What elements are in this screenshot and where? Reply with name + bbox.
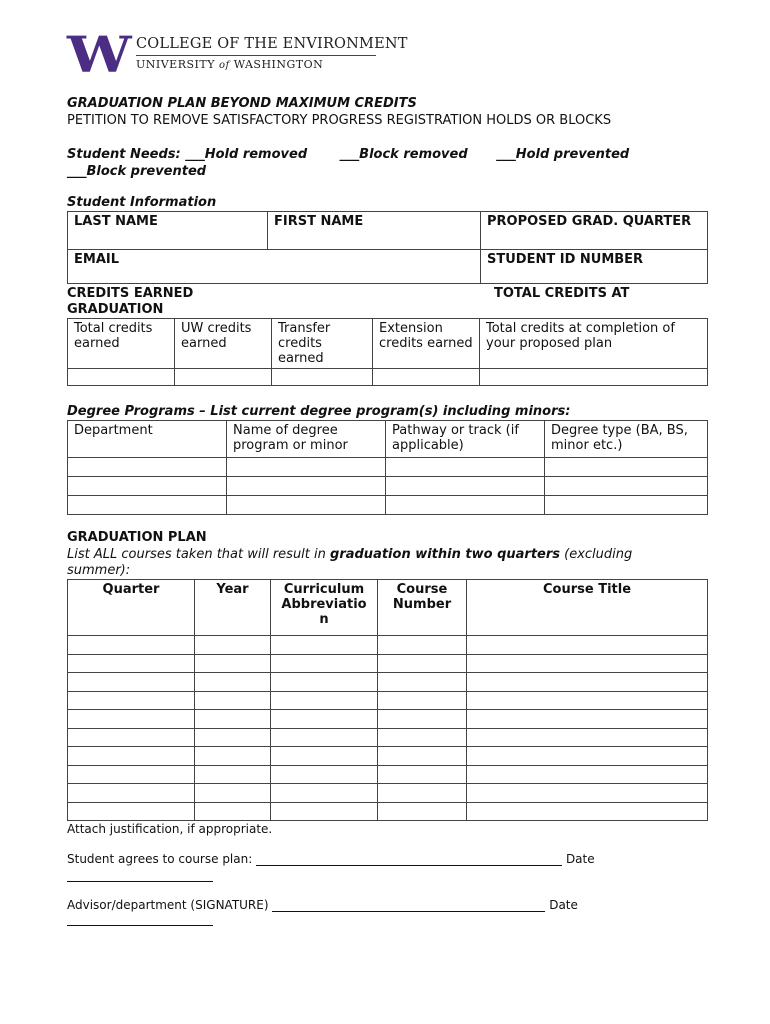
needs-hold-prevented[interactable]: ___Hold prevented: [496, 147, 630, 162]
logo-wordmark: [136, 35, 408, 71]
proposed-grad-field[interactable]: PROPOSED GRAD. QUARTER: [481, 212, 708, 250]
cell-total-credits[interactable]: [68, 369, 175, 386]
col-uw-credits: UW credits earned: [175, 319, 272, 369]
cell-extension-credits[interactable]: [373, 369, 480, 386]
total-credits-heading: TOTAL CREDITS AT: [494, 286, 630, 301]
date-label: Date: [549, 898, 578, 912]
uw-w-mark: W: [67, 25, 129, 84]
needs-block-removed[interactable]: ___Block removed: [339, 147, 468, 162]
uw-logo: [67, 25, 408, 84]
credits-earned-heading: CREDITS EARNED GRADUATION: [67, 286, 194, 317]
cell-total-completion[interactable]: [480, 369, 708, 386]
student-agrees-row: [67, 852, 595, 866]
advisor-label: Advisor/department (SIGNATURE): [67, 898, 269, 912]
col-transfer-credits: Transfer credits earned: [272, 319, 373, 369]
logo-rule: [136, 55, 376, 56]
table-row: [68, 458, 708, 477]
table-row: [68, 765, 708, 784]
student-needs: [67, 146, 629, 180]
college-name: COLLEGE OF THE ENVIRONMENT: [136, 36, 408, 52]
col-pathway: Pathway or track (if applicable): [386, 421, 545, 458]
form-subtitle: PETITION TO REMOVE SATISFACTORY PROGRESS REGISTRATION HOLDS OR BLOCKS: [67, 113, 612, 128]
col-extension-credits: Extension credits earned: [373, 319, 480, 369]
table-row: [68, 673, 708, 692]
table-row: [68, 747, 708, 766]
university-name: UNIVERSITY of WASHINGTON: [136, 58, 324, 71]
col-degree-type: Degree type (BA, BS, minor etc.): [545, 421, 708, 458]
form-title: GRADUATION PLAN BEYOND MAXIMUM CREDITS: [67, 96, 417, 111]
needs-block-prevented[interactable]: ___Block prevented: [67, 164, 207, 179]
advisor-row: [67, 898, 578, 912]
col-department: Department: [68, 421, 227, 458]
degree-table: [67, 420, 708, 515]
attach-note: Attach justification, if appropriate.: [67, 822, 273, 836]
table-row: [68, 691, 708, 710]
plan-table: [67, 579, 708, 821]
degree-heading: Degree Programs – List current degree program(s) including minors:: [67, 404, 571, 419]
col-quarter: Quarter: [68, 580, 195, 636]
col-course-title: Course Title: [467, 580, 708, 636]
table-row: [68, 802, 708, 821]
date-label: Date: [565, 852, 595, 866]
plan-heading: GRADUATION PLAN: [67, 530, 207, 545]
col-degree-name: Name of degree program or minor: [227, 421, 386, 458]
first-name-field[interactable]: FIRST NAME: [268, 212, 481, 250]
col-total-credits: Total credits earned: [68, 319, 175, 369]
advisor-signature-line[interactable]: [272, 899, 545, 912]
student-agrees-label: Student agrees to course plan:: [67, 852, 253, 866]
student-date-line[interactable]: [67, 881, 213, 882]
col-course-number: Course Number: [378, 580, 467, 636]
plan-instructions: List ALL courses taken that will result in graduation within two quarters (excluding summer):: [67, 547, 633, 578]
table-row: [68, 710, 708, 729]
student-info-table: [67, 211, 708, 284]
advisor-date-line[interactable]: [67, 925, 213, 926]
table-row: [68, 728, 708, 747]
table-row: [68, 477, 708, 496]
col-total-completion: Total credits at completion of your proposed plan: [480, 319, 708, 369]
table-row: [68, 784, 708, 803]
email-field[interactable]: EMAIL: [68, 250, 481, 284]
cell-transfer-credits[interactable]: [272, 369, 373, 386]
col-curriculum: Curriculum Abbreviation: [271, 580, 378, 636]
student-id-field[interactable]: STUDENT ID NUMBER: [481, 250, 708, 284]
cell-uw-credits[interactable]: [175, 369, 272, 386]
col-year: Year: [195, 580, 271, 636]
table-row: [68, 636, 708, 655]
table-row: [68, 496, 708, 515]
needs-hold-removed[interactable]: Student Needs: ___Hold removed: [67, 147, 308, 162]
student-signature-line[interactable]: [256, 853, 562, 866]
credits-table: [67, 318, 708, 386]
student-info-heading: Student Information: [67, 195, 217, 210]
last-name-field[interactable]: LAST NAME: [68, 212, 268, 250]
table-row: [68, 654, 708, 673]
